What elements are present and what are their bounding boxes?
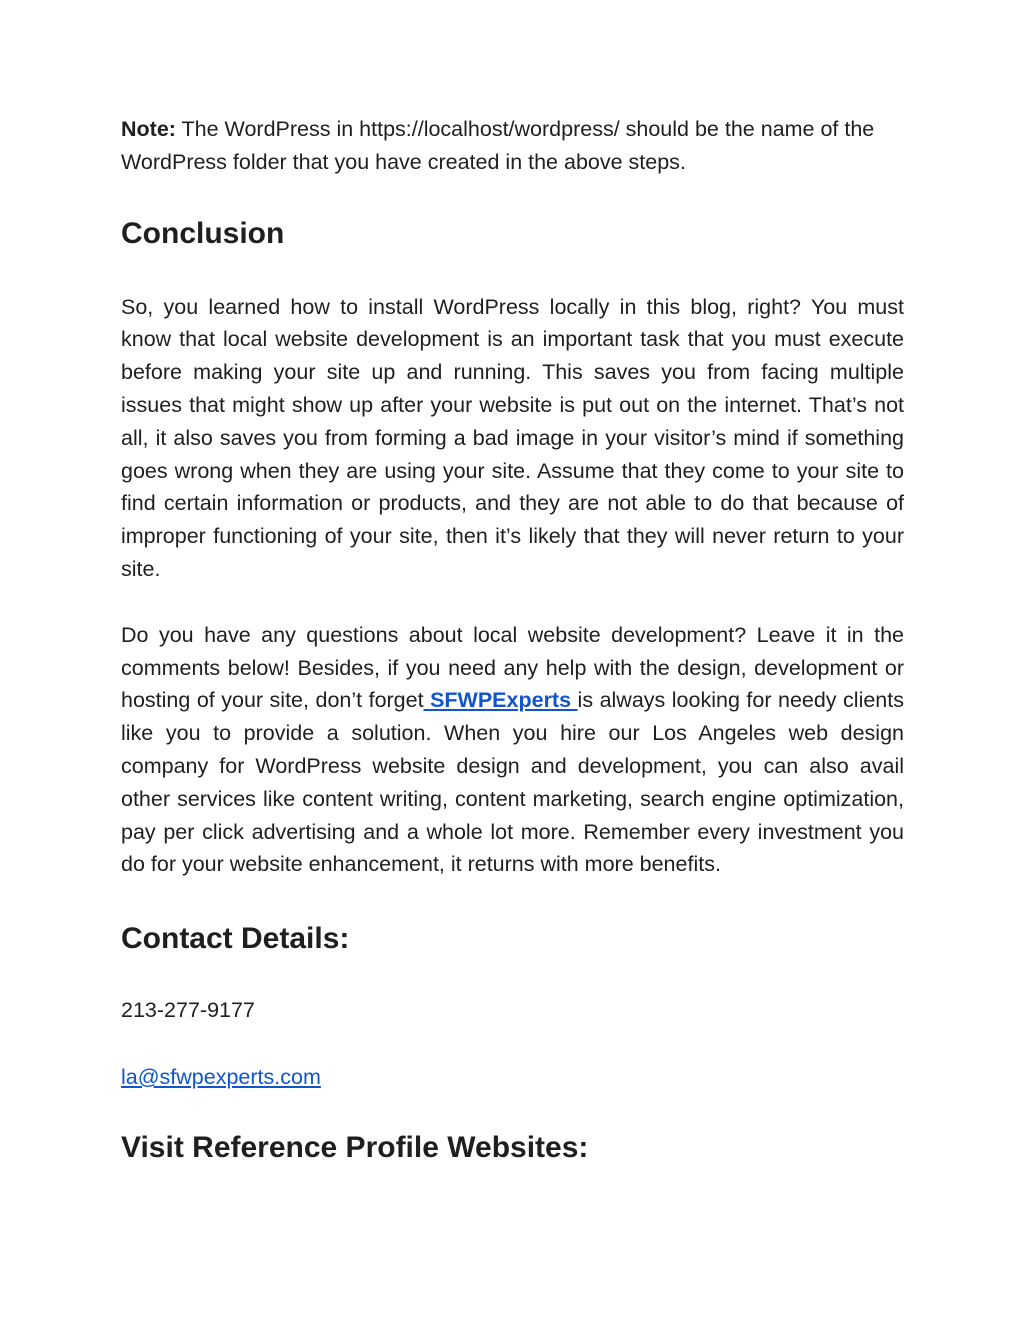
note-paragraph [121, 113, 904, 179]
conclusion-heading: Conclusion [121, 216, 285, 250]
contact-phone: 213-277-9177 [121, 998, 255, 1023]
note-label: Note: [121, 117, 176, 141]
sfwpexperts-link[interactable]: SFWPExperts [423, 688, 578, 713]
document-page [121, 113, 904, 1168]
questions-text-before: Do you have any questions about local website development? Leave it in the comments below! Besides, if you need any help with the design, development or hosting of your site, don’t forget [121, 622, 904, 713]
questions-text-after: is always looking for needy clients like you to provide a solution. When you hire our Los Angeles web design company for WordPress website design and development, you can also avail other services like content writing, content marketing, search engine optimization, pay per click advertising and a whole lot more. Remember every investment you do for your website enhancement, it returns with more benefits. [121, 688, 904, 877]
visit-profiles-heading: Visit Reference Profile Websites: [121, 1130, 589, 1164]
contact-heading: Contact Details: [121, 922, 350, 956]
note-text: The WordPress in https://localhost/wordpress/ should be the name of the WordPress folder that you have created in the above steps. [121, 117, 875, 174]
questions-paragraph [121, 619, 904, 881]
conclusion-paragraph: So, you learned how to install WordPress locally in this blog, right? You must know that local website development is an important task that you must execute before making your site up and running. This saves you from facing multiple issues that might show up after your website is put out on the internet. That’s not all, it also saves you from forming a bad image in your visitor’s mind if something goes wrong when they are using your site. Assume that they come to your site to find certain information or products, and they are not able to do that because of improper functioning of your site, then it’s likely that they will never return to your site. [121, 294, 904, 581]
contact-email-link[interactable]: la@sfwpexperts.com [121, 1064, 321, 1089]
contact-email-paragraph [121, 1061, 904, 1094]
